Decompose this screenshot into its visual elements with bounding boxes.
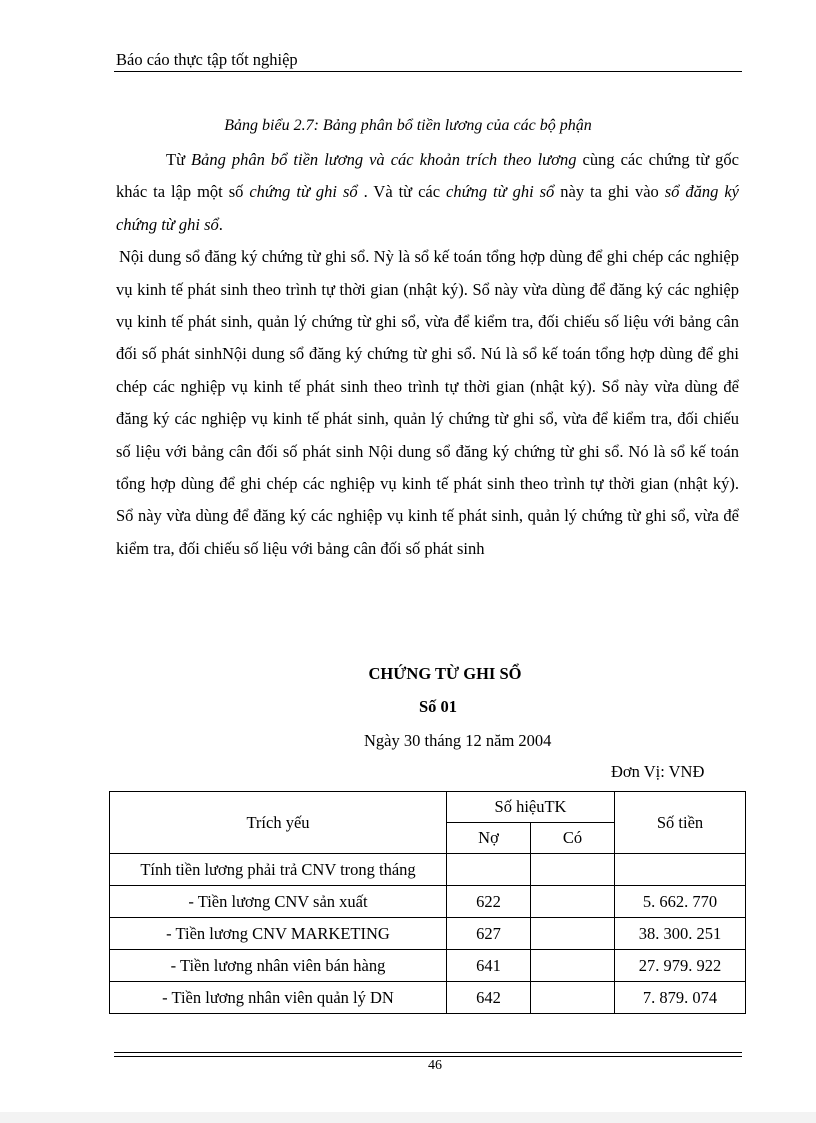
voucher-title: CHỨNG TỪ GHI SỔ xyxy=(368,664,522,683)
footer-rule-double xyxy=(114,1056,742,1057)
row-debit: 622 xyxy=(447,886,531,918)
intro-text-3: . Và từ các xyxy=(357,182,447,202)
row-credit xyxy=(531,918,615,950)
header-account: Số hiệuTK xyxy=(447,792,615,823)
intro-text-4: này ta ghi vào xyxy=(554,182,665,202)
row-summary: Tính tiền lương phải trả CNV trong tháng xyxy=(110,854,447,886)
body-text xyxy=(116,144,739,565)
intro-text-5: . xyxy=(218,214,223,234)
row-amount: 27. 979. 922 xyxy=(615,950,746,982)
table-row xyxy=(110,886,746,918)
row-debit: 627 xyxy=(447,918,531,950)
table-row xyxy=(110,950,746,982)
voucher-number: Số 01 xyxy=(418,697,458,716)
row-debit xyxy=(447,854,531,886)
row-debit: 642 xyxy=(447,982,531,1014)
row-amount: 38. 300. 251 xyxy=(615,918,746,950)
row-credit xyxy=(531,854,615,886)
page-header-title: Báo cáo thực tập tốt nghiệp xyxy=(116,50,298,69)
page-bottom-edge xyxy=(0,1112,816,1123)
intro-text-2: cùng các chứng từ gốc khác ta lập một số xyxy=(116,150,739,202)
header-debit: Nợ xyxy=(447,823,531,854)
row-amount xyxy=(615,854,746,886)
row-debit: 641 xyxy=(447,950,531,982)
table-caption: Bảng biểu 2.7: Bảng phân bổ tiền lương của các bộ phận xyxy=(224,117,592,134)
intro-italic-2: chứng từ ghi sổ xyxy=(249,182,358,202)
intro-italic-3: chứng từ ghi sổ xyxy=(446,182,555,202)
table-row xyxy=(110,918,746,950)
row-summary: - Tiền lương nhân viên quản lý DN xyxy=(110,982,447,1014)
row-amount: 5. 662. 770 xyxy=(615,886,746,918)
header-summary: Trích yếu xyxy=(110,792,447,854)
row-credit xyxy=(531,982,615,1014)
table-row xyxy=(110,982,746,1014)
paragraph-content: Nội dung sổ đăng ký chứng từ ghi sổ. Nỳ là sổ kế toán tổng hợp dùng để ghi chép các nghiệp vụ kinh tế phát sinh theo trình tự thời gian (nhật ký). Sổ này vừa dùng để đăng ký các nghiệp vụ kinh tế phát sinh, quản lý chứng từ ghi sổ, vừa để kiểm tra, đối chiếu số liệu với bảng cân đối số phát sinhNội dung sổ đăng ký chứng từ ghi sổ. Nú là sổ kế toán tổng hợp dùng để ghi chép các nghiệp vụ kinh tế phát sinh theo trình tự thời gian (nhật ký). Sổ này vừa dùng để đăng ký các nghiệp vụ kinh tế phát sinh, quản lý chứng từ ghi sổ, vừa để kiểm tra, đối chiếu số liệu với bảng cân đối số phát sinh Nội dung sổ đăng ký chứng từ ghi sổ. Nó là sổ kế toán tổng hợp dùng để ghi chép các nghiệp vụ kinh tế phát sinh theo trình tự thời gian (nhật ký). Sổ này vừa dùng để đăng ký các nghiệp vụ kinh tế phát sinh, quản lý chứng từ ghi sổ, vừa để kiểm tra, đối chiếu số liệu với bảng cân đối số phát sinh xyxy=(116,247,739,558)
header-rule xyxy=(114,71,742,72)
table-row xyxy=(110,854,746,886)
page-number: 46 xyxy=(428,1058,442,1073)
voucher-date: Ngày 30 tháng 12 năm 2004 xyxy=(364,731,552,750)
intro-italic-1: Bảng phân bổ tiền lương và các khoản trích theo lương xyxy=(191,150,577,169)
row-credit xyxy=(531,950,615,982)
row-summary: - Tiền lương CNV MARKETING xyxy=(110,918,447,950)
row-amount: 7. 879. 074 xyxy=(615,982,746,1014)
footer-rule xyxy=(114,1052,742,1053)
header-amount: Số tiền xyxy=(615,792,746,854)
header-credit: Có xyxy=(531,823,615,854)
row-summary: - Tiền lương CNV sản xuất xyxy=(110,886,447,918)
intro-italic-4: sổ đăng ký chứng từ ghi sổ xyxy=(116,182,739,234)
paragraph-intro xyxy=(116,144,739,241)
row-credit xyxy=(531,886,615,918)
currency-unit: Đơn Vị: VNĐ xyxy=(611,762,705,781)
voucher-table xyxy=(109,791,746,1014)
table-header-row xyxy=(110,792,746,823)
row-summary: - Tiền lương nhân viên bán hàng xyxy=(110,950,447,982)
intro-text-1: Từ xyxy=(166,150,192,169)
